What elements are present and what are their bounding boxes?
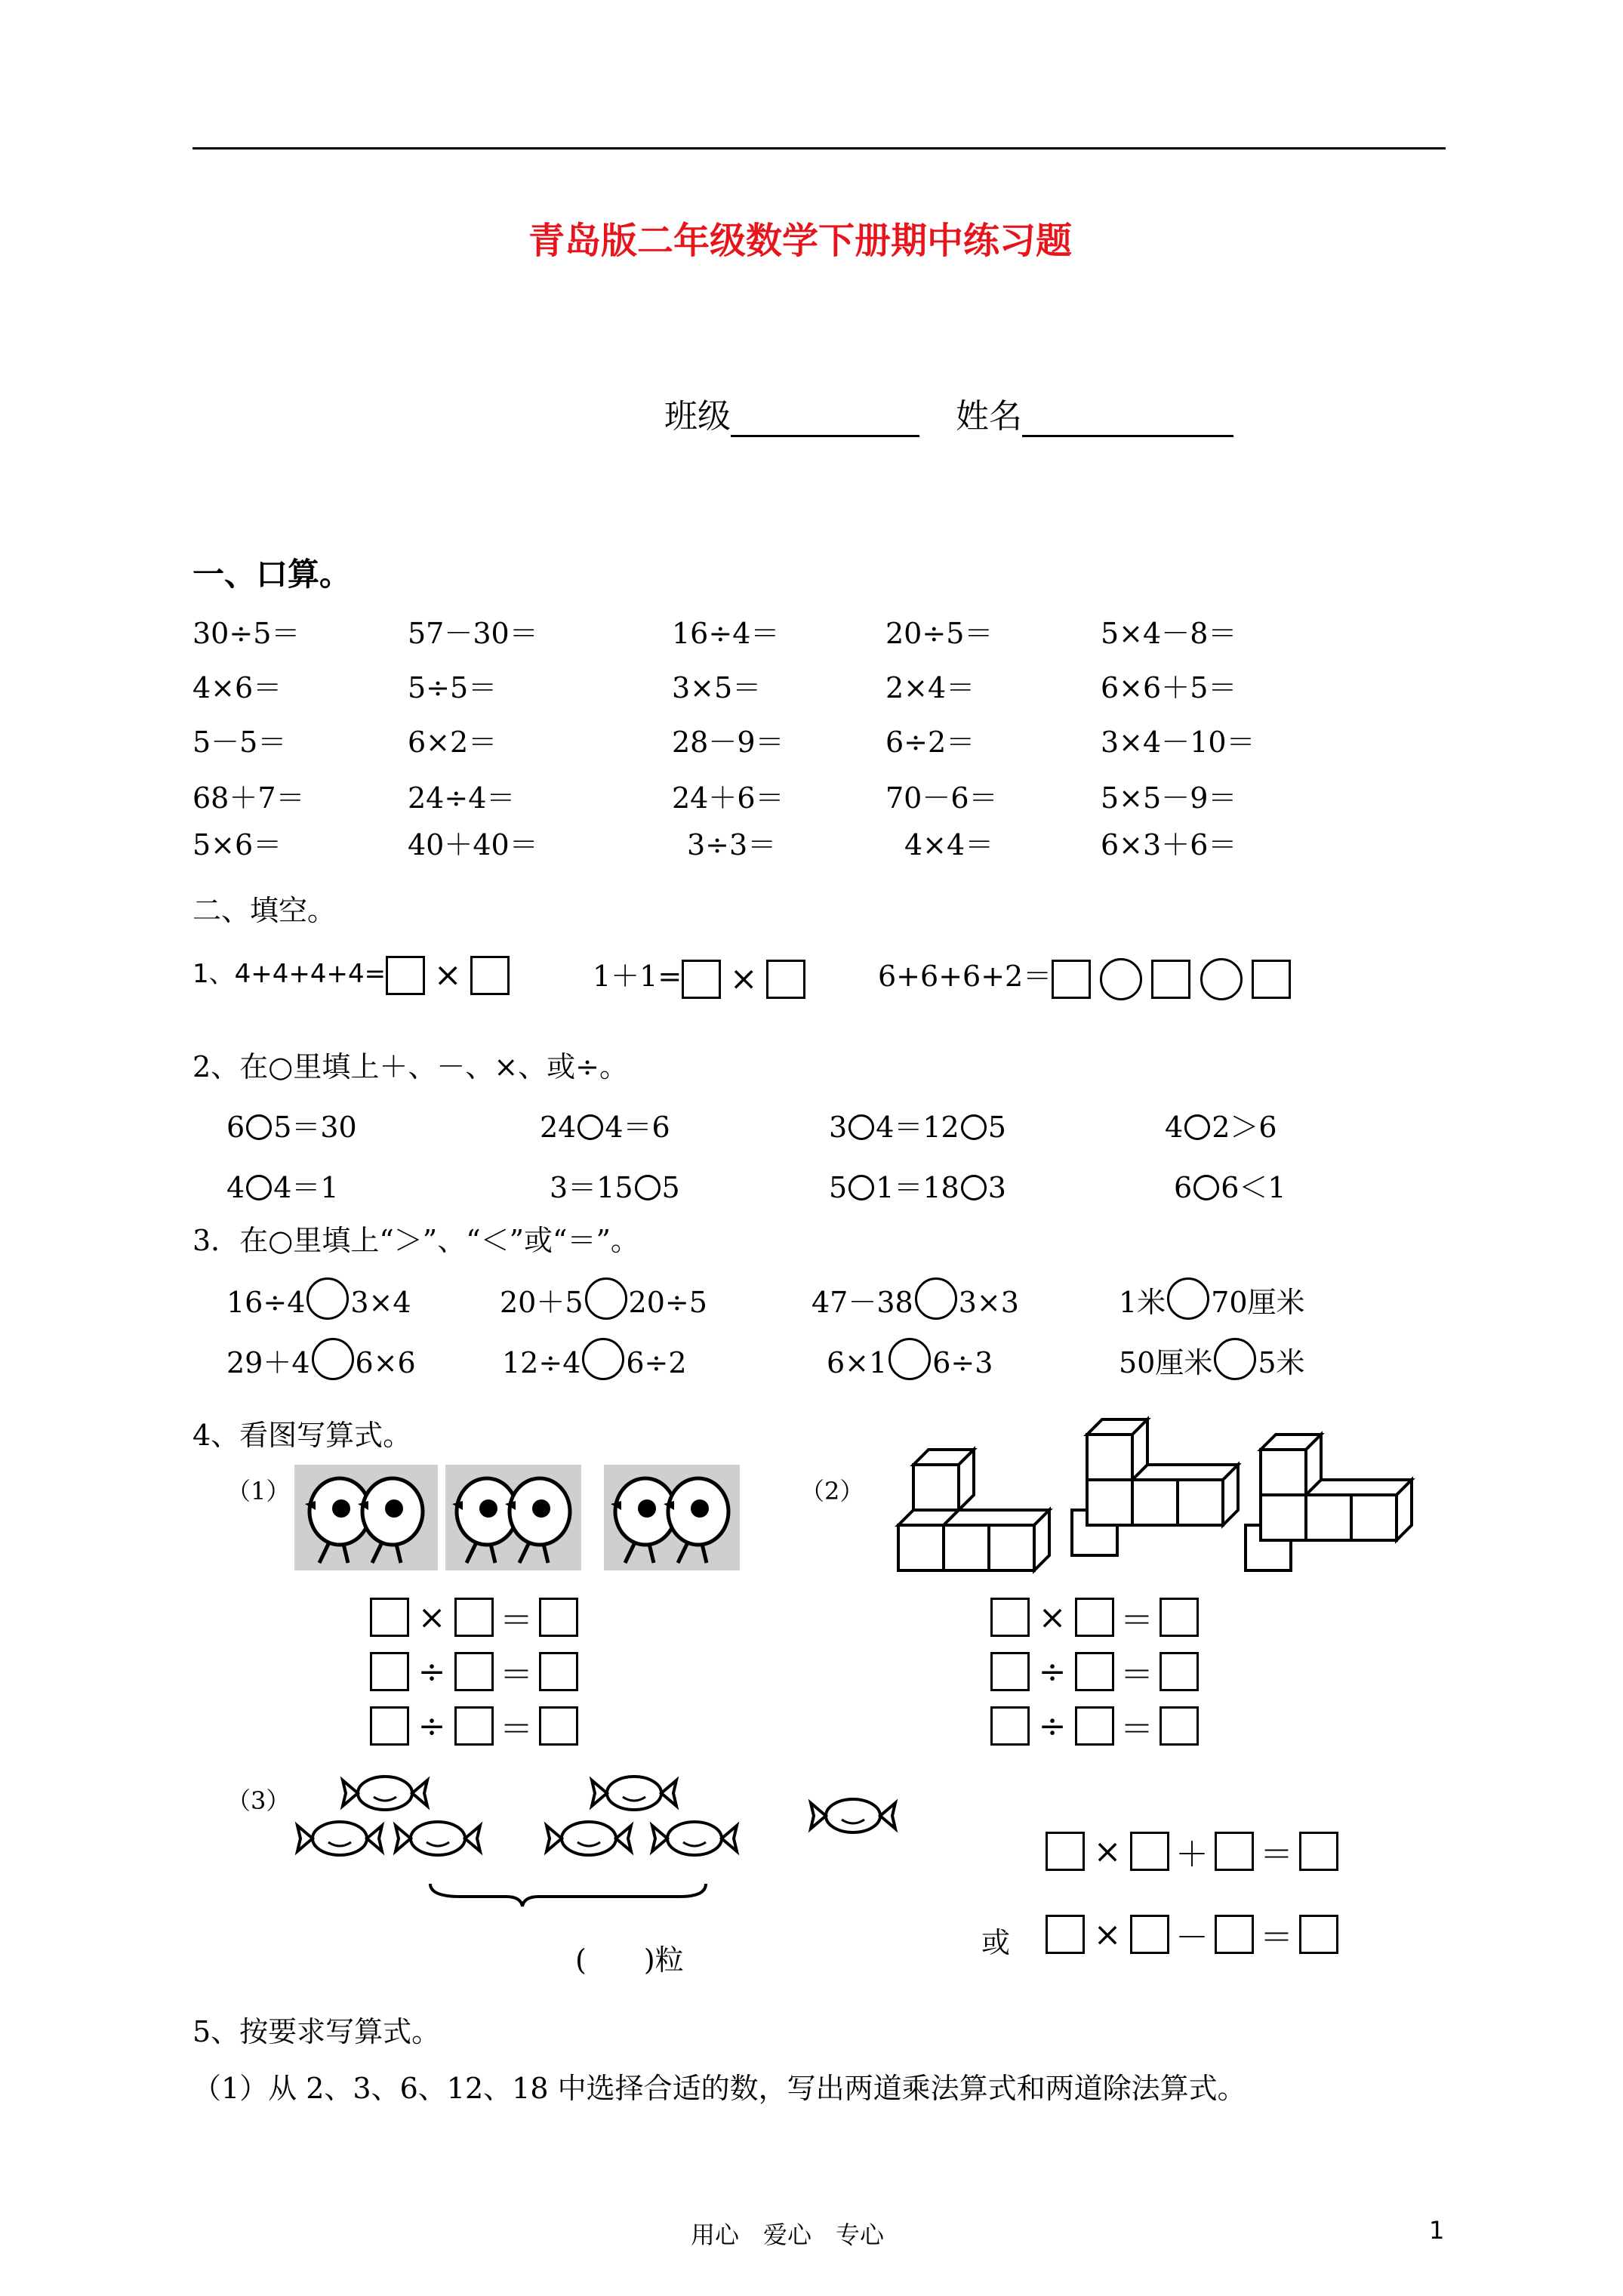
q1b-label: 1＋1=: [593, 960, 682, 993]
eq-row-mult-plus: × ＋ ＝: [1046, 1827, 1338, 1875]
oral-calc-item: 70－6＝: [885, 781, 998, 815]
answer-box[interactable]: [539, 1652, 578, 1691]
oral-calc-item: 28－9＝: [672, 726, 784, 759]
answer-box[interactable]: [1052, 960, 1091, 999]
q2-item: 5 1＝18 3: [829, 1171, 1006, 1204]
q2-item: 3 4＝12 5: [829, 1111, 1006, 1144]
q3-item: 20＋5 20÷5: [500, 1277, 707, 1321]
q1-row: [192, 953, 510, 995]
answer-box[interactable]: [1215, 1915, 1254, 1954]
cube-group: [1072, 1419, 1238, 1555]
q3-item: 16÷4 3×4: [226, 1277, 411, 1320]
answer-box[interactable]: [470, 956, 510, 995]
times-sign: ×: [729, 960, 758, 998]
operator-circle[interactable]: [961, 1114, 987, 1140]
oral-calc-item: 5÷5＝: [408, 671, 497, 704]
answer-box[interactable]: [370, 1706, 409, 1746]
section2-heading: 二、填空。: [192, 894, 337, 927]
cubes-picture: [898, 1419, 1404, 1586]
q3-item: 29＋4 6×6: [226, 1338, 416, 1381]
operator-circle[interactable]: [246, 1175, 272, 1200]
oral-calc-item: 4×4＝: [904, 828, 994, 861]
answer-box[interactable]: [990, 1706, 1030, 1746]
q2-item: 6 5＝30: [226, 1111, 357, 1144]
eq-row-div: ÷ ＝: [990, 1647, 1199, 1696]
eq-row-div: ÷ ＝: [370, 1647, 578, 1696]
answer-box[interactable]: [990, 1598, 1030, 1637]
operator-circle[interactable]: [246, 1114, 272, 1140]
answer-box[interactable]: [1299, 1915, 1338, 1954]
answer-box[interactable]: [1160, 1706, 1199, 1746]
oral-calc-item: 40＋40＝: [408, 828, 538, 861]
oral-calc-item: 6×2＝: [408, 726, 497, 759]
q3-item: 12÷4 6÷2: [502, 1338, 687, 1380]
q2-item: 6 6＜1: [1174, 1171, 1286, 1204]
answer-box[interactable]: [454, 1652, 494, 1691]
oral-calc-item: 5×4－8＝: [1101, 617, 1237, 650]
q5-sub1: （1）从 2、3、6、12、18 中选择合适的数，写出两道乘法算式和两道除法算式。: [192, 2072, 1246, 2105]
q2-item: 3＝15 5: [550, 1171, 680, 1204]
eq-row-mult: × ＝: [990, 1593, 1199, 1641]
cube-group: [898, 1450, 1049, 1570]
compare-circle[interactable]: [585, 1277, 627, 1320]
compare-circle[interactable]: [582, 1338, 624, 1380]
chicks-picture: [294, 1465, 740, 1570]
q3-item: 6×1 6÷3: [827, 1338, 993, 1380]
brace: [430, 1884, 706, 1906]
oral-calc-item: 3÷3＝: [687, 828, 777, 861]
oral-calc-item: 57－30＝: [408, 617, 538, 650]
answer-box[interactable]: [1151, 960, 1190, 999]
q2-item: 4 4＝1: [226, 1171, 339, 1204]
oral-calc-item: 20÷5＝: [885, 617, 993, 650]
q2-label: 2、在○里填上＋、－、×、或÷。: [192, 1050, 629, 1083]
answer-box[interactable]: [370, 1598, 409, 1637]
compare-circle[interactable]: [312, 1338, 354, 1380]
oral-calc-item: 24÷4＝: [408, 781, 516, 815]
chick-pair-image: [294, 1465, 438, 1570]
or-label: 或: [981, 1926, 1011, 1959]
candy-icon: [811, 1799, 895, 1832]
answer-box[interactable]: [539, 1598, 578, 1637]
chick-pair-image: [604, 1465, 740, 1570]
q3-item: 1米 70厘米: [1119, 1277, 1305, 1321]
compare-circle[interactable]: [306, 1277, 349, 1320]
oral-calc-item: 3×4－10＝: [1101, 726, 1255, 759]
operator-circle[interactable]: [577, 1114, 603, 1140]
q3-item: 47－38 3×3: [812, 1277, 1019, 1321]
q2-item: 24 4＝6: [540, 1111, 670, 1144]
answer-box[interactable]: [1160, 1598, 1199, 1637]
q4-part3-label: （3）: [226, 1786, 291, 1815]
oral-calc-item: 24＋6＝: [672, 781, 784, 815]
eq-row-mult-minus: × － ＝: [1046, 1910, 1338, 1959]
grain-count: ( )粒: [575, 1943, 684, 1977]
answer-box[interactable]: [1160, 1652, 1199, 1691]
answer-box[interactable]: [539, 1706, 578, 1746]
answer-box[interactable]: [1252, 960, 1291, 999]
q3-item: 50厘米 5米: [1119, 1338, 1305, 1381]
page-number: 1: [1429, 2216, 1445, 2245]
candy-icon: [652, 1822, 737, 1855]
class-label: 班级: [664, 397, 731, 436]
operator-circle[interactable]: [635, 1175, 661, 1200]
oral-calc-item: 30÷5＝: [192, 617, 300, 650]
oral-calc-item: 6×3＋6＝: [1101, 828, 1237, 861]
class-name-line: [664, 389, 1233, 437]
answer-box[interactable]: [370, 1652, 409, 1691]
answer-box[interactable]: [1075, 1652, 1114, 1691]
class-blank[interactable]: [731, 405, 919, 437]
section1-heading: 一、口算。: [192, 556, 352, 593]
answer-box[interactable]: [766, 960, 805, 999]
compare-circle[interactable]: [1214, 1338, 1256, 1380]
q4-part1-label: （1）: [226, 1477, 291, 1505]
answer-box[interactable]: [1046, 1915, 1085, 1954]
answer-box[interactable]: [1075, 1706, 1114, 1746]
answer-box[interactable]: [1215, 1832, 1254, 1871]
compare-circle[interactable]: [1167, 1277, 1209, 1320]
answer-box[interactable]: [1046, 1832, 1085, 1871]
candy-icon: [592, 1777, 676, 1810]
page-title: 青岛版二年级数学下册期中练习题: [528, 220, 1073, 262]
oral-calc-item: 3×5＝: [672, 671, 762, 704]
candy-icon: [396, 1822, 480, 1855]
q1b-row: [593, 953, 805, 999]
oral-calc-item: 6×6＋5＝: [1101, 671, 1237, 704]
compare-circle[interactable]: [915, 1277, 957, 1320]
q1c-row: [878, 953, 1291, 1000]
name-blank[interactable]: [1022, 405, 1233, 437]
q1c-label: 6+6+6+2＝: [878, 960, 1052, 993]
compare-circle[interactable]: [888, 1338, 931, 1380]
operator-circle[interactable]: [1200, 958, 1243, 1000]
cube-group: [1246, 1435, 1412, 1570]
candy-icon: [297, 1822, 382, 1855]
operator-circle[interactable]: [1193, 1175, 1219, 1200]
q4-label: 4、看图写算式。: [192, 1419, 412, 1452]
q3-label: 3．在○里填上“＞”、“＜”或“＝”。: [192, 1224, 639, 1257]
oral-calc-item: 68＋7＝: [192, 781, 305, 815]
q4-part2-label: （2）: [800, 1477, 864, 1505]
chick-pair-image: [445, 1465, 581, 1570]
answer-box[interactable]: [1075, 1598, 1114, 1637]
name-label: 姓名: [956, 397, 1022, 436]
operator-circle[interactable]: [961, 1175, 987, 1200]
oral-calc-item: 5－5＝: [192, 726, 287, 759]
eq-row-div: ÷ ＝: [370, 1702, 578, 1750]
answer-box[interactable]: [990, 1652, 1030, 1691]
eq-row-mult: × ＝: [370, 1593, 578, 1641]
q5-label: 5、按要求写算式。: [192, 2015, 441, 2048]
header-rule: [192, 147, 1446, 149]
answer-box[interactable]: [454, 1706, 494, 1746]
candy-icon: [343, 1777, 427, 1810]
oral-calc-item: 4×6＝: [192, 671, 282, 704]
operator-circle[interactable]: [848, 1114, 874, 1140]
footer-motto: 用心 爱心 专心: [691, 2220, 885, 2249]
times-sign: ×: [433, 956, 462, 994]
answer-box[interactable]: [1130, 1832, 1169, 1871]
oral-calc-item: 16÷4＝: [672, 617, 780, 650]
oral-calc-item: 2×4＝: [885, 671, 975, 704]
candy-icon: [547, 1822, 631, 1855]
operator-circle[interactable]: [1184, 1114, 1210, 1140]
answer-box[interactable]: [454, 1598, 494, 1637]
answer-box[interactable]: [1299, 1832, 1338, 1871]
operator-circle[interactable]: [848, 1175, 874, 1200]
answer-box[interactable]: [386, 956, 425, 995]
answer-box[interactable]: [682, 960, 721, 999]
eq-row-div: ÷ ＝: [990, 1702, 1199, 1750]
candies-picture: [279, 1767, 913, 1910]
answer-box[interactable]: [1130, 1915, 1169, 1954]
operator-circle[interactable]: [1100, 958, 1142, 1000]
oral-calc-item: 6÷2＝: [885, 726, 975, 759]
q1-label: 1、4+4+4+4=: [192, 959, 387, 989]
q2-item: 4 2＞6: [1165, 1111, 1277, 1144]
oral-calc-item: 5×6＝: [192, 828, 282, 861]
oral-calc-item: 5×5－9＝: [1101, 781, 1237, 815]
